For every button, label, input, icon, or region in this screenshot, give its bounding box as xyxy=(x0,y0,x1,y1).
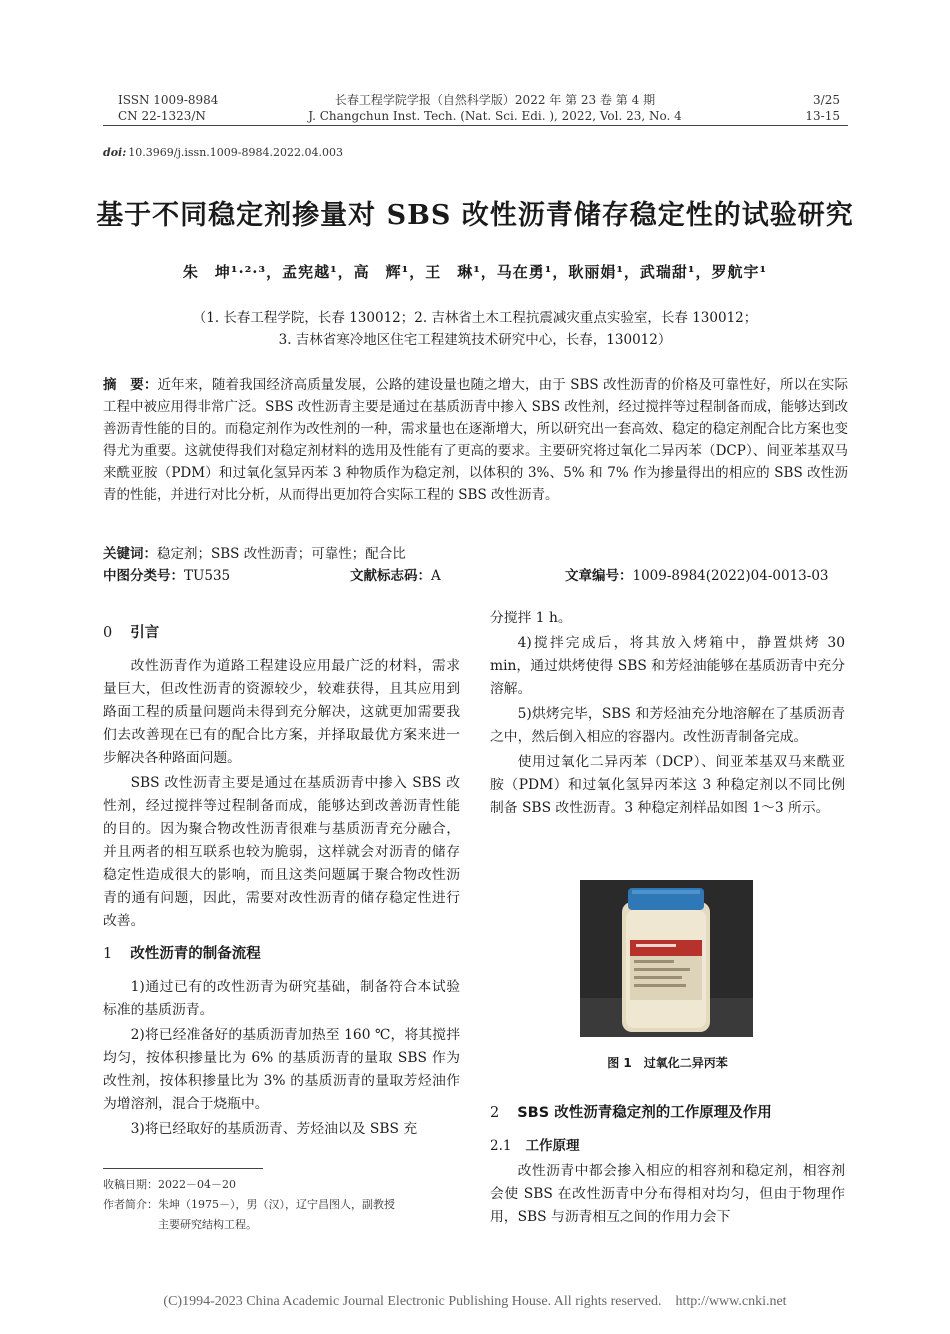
figure-1-photo xyxy=(580,880,753,1037)
prep-step-1: 1)通过已有的改性沥青为研究基础，制备符合本试验标准的基质沥青。 xyxy=(103,979,460,1018)
abstract xyxy=(103,374,848,506)
author-list: 朱 坤¹·²·³，孟宪越¹，高 辉¹，王 琳¹，马在勇¹，耿丽娟¹，武瑞甜¹，罗航宇¹ xyxy=(182,263,768,281)
affiliation-line-2: 3. 吉林省寒冷地区住宅工程建筑技术研究中心，长春，130012） xyxy=(278,332,672,348)
research-field: 主要研究结构工程。 xyxy=(158,1218,257,1231)
affiliation-line-1: （1. 长春工程学院，长春 130012；2. 吉林省土木工程抗震减灾重点实验室，长春 130012； xyxy=(192,310,758,326)
clc-label: 中图分类号： xyxy=(103,568,184,584)
right-column-top xyxy=(490,607,845,822)
cn-number: CN 22-1323/N xyxy=(118,109,206,123)
journal-title-en: J. Changchun Inst. Tech. (Nat. Sci. Edi. ), 2022, Vol. 23, No. 4 xyxy=(308,109,682,123)
figure-1-number: 图 1 xyxy=(607,1056,632,1070)
doi-label: doi: xyxy=(103,146,127,159)
article-number xyxy=(565,564,829,584)
clc-number xyxy=(103,564,230,584)
section-1-title: 改性沥青的制备流程 xyxy=(130,946,261,962)
principle-paragraph-1: 改性沥青中都会掺入相应的相容剂和稳定剂，相容剂会使 SBS 在改性沥青中分布得相对均匀，但由于物理作用，SBS 与沥青相互之间的作用力会下 xyxy=(490,1163,845,1225)
abstract-text: 近年来，随着我国经济高质量发展，公路的建设量也随之增大，由于 SBS 改性沥青的价格及可靠性好，所以在实际工程中被应用得非常广泛。SBS 改性沥青主要是通过在基质沥青中掺入 SBS 改性剂，经过搅拌等过程制备而成，能够达到改善沥青性能的目的。而稳定剂作为改性剂的一种，需求量也在逐渐增大，所以研究出一套高效、稳定的稳定剂配合比方案也变得尤为重要。这就使得我们对稳定剂材料的选用及性能有了更高的要求。主要研究将过氧化二异丙苯（DCP）、间亚苯基双马来酰亚胺（PDM）和过氧化氢异丙苯 3 种物质作为稳定剂，以体积的 3%、5% 和 7% 作为掺量得出的相应的 SBS 改性沥青的性能，并进行对比分析，从而得出更加符合实际工程的 SBS 改性沥青。 xyxy=(103,377,848,503)
document-code-label: 文献标志码： xyxy=(350,568,431,584)
left-column xyxy=(103,622,460,1143)
prep-step-3-continued: 分搅拌 1 h。 xyxy=(490,610,572,626)
keywords-text: 稳定剂；SBS 改性沥青；可靠性；配合比 xyxy=(157,546,406,562)
figure-1-title: 过氧化二异丙苯 xyxy=(643,1056,728,1070)
section-2-1-number: 2.1 xyxy=(490,1138,512,1154)
prep-step-3: 3)将已经取好的基质沥青、芳烃油以及 SBS 充 xyxy=(130,1121,418,1137)
doi-line xyxy=(103,146,343,159)
section-2-number: 2 xyxy=(490,1105,500,1121)
section-0-number: 0 xyxy=(103,625,113,641)
page-range: 13-15 xyxy=(805,109,840,123)
figure-1-caption xyxy=(490,1054,845,1071)
journal-title-cn: 长春工程学院学报（自然科学版）2022 年 第 23 卷 第 4 期 xyxy=(334,93,656,107)
clc-value: TU535 xyxy=(184,568,231,584)
section-2-1-title: 工作原理 xyxy=(525,1138,580,1154)
page-ratio: 3/25 xyxy=(813,93,840,107)
dcp-bottle-image xyxy=(580,880,753,1037)
prep-step-2: 2)将已经准备好的基质沥青加热至 160 ℃，将其搅拌均匀，按体积掺量比为 6% 的基质沥青的量取 SBS 作为改性剂，按体积掺量比为 3% 的基质沥青的量取芳烃油作为增溶剂，混合于烧瓶中。 xyxy=(103,1027,460,1112)
abstract-label: 摘 要： xyxy=(103,377,158,393)
prep-step-5: 5)烘烤完毕，SBS 和芳烃油充分地溶解在了基质沥青之中，然后倒入相应的容器内。改性沥青制备完成。 xyxy=(490,706,845,745)
intro-paragraph-1: 改性沥青作为道路工程建设应用最广泛的材料，需求量巨大，但改性沥青的资源较少，较难获得，且其应用到路面工程的质量问题尚未得到充分解决，这就更加需要我们去改善现在已有的配合比方案，并择取最优方案来进一步解决各种路面问题。 xyxy=(103,658,460,766)
received-date: 收稿日期：2022－04－20 xyxy=(103,1178,236,1191)
keywords-label: 关键词： xyxy=(103,546,157,562)
paper-title: 基于不同稳定剂掺量对 SBS 改性沥青储存稳定性的试验研究 xyxy=(96,200,854,231)
doi[interactable]: 10.3969/j.issn.1009-8984.2022.04.003 xyxy=(128,146,343,159)
document-code-value: A xyxy=(431,568,441,584)
section-2-heading xyxy=(490,1102,845,1125)
intro-paragraph-2: SBS 改性沥青主要是通过在基质沥青中掺入 SBS 改性剂，经过搅拌等过程制备而成，能够达到改善沥青性能的目的。因为聚合物改性沥青很难与基质沥青充分融合，并且两者的相互联系也较为脆弱，这样就会对沥青的储存稳定性造成很大的影响，而且这类问题属于聚合物改性沥青的通有问题，因此，需要对改性沥青的储存稳定性进行改善。 xyxy=(103,775,460,929)
section-2-title: SBS 改性沥青稳定剂的工作原理及作用 xyxy=(517,1105,772,1121)
section-0-title: 引言 xyxy=(130,625,160,641)
section-2-1-heading xyxy=(490,1135,845,1158)
section-1-heading xyxy=(103,943,460,966)
prep-step-4: 4)搅拌完成后，将其放入烤箱中，静置烘烤 30 min，通过烘烤使得 SBS 和芳烃油能够在基质沥青中充分溶解。 xyxy=(490,635,845,697)
header-rule xyxy=(103,125,848,126)
article-number-label: 文章编号： xyxy=(565,568,633,584)
stabilizer-intro-paragraph: 使用过氧化二异丙苯（DCP）、间亚苯基双马来酰亚胺（PDM）和过氧化氢异丙苯这 3 种稳定剂以不同比例制备 SBS 改性沥青。3 种稳定剂样品如图 1～3 所示。 xyxy=(490,754,845,816)
keywords xyxy=(103,542,406,562)
author-introduction: 作者简介：朱坤（1975－），男（汉），辽宁昌图人，副教授 xyxy=(103,1198,395,1211)
article-number-value: 1009-8984(2022)04-0013-03 xyxy=(632,568,829,584)
section-1-number: 1 xyxy=(103,946,113,962)
document-code xyxy=(350,564,441,584)
section-0-heading xyxy=(103,622,460,645)
issn: ISSN 1009-8984 xyxy=(118,93,219,107)
footnote-rule xyxy=(103,1168,263,1169)
copyright-notice: (C)1994-2023 China Academic Journal Electronic Publishing House. All rights reserved. http://www.cnki.net xyxy=(163,1294,787,1309)
right-column-bottom xyxy=(490,1102,845,1231)
